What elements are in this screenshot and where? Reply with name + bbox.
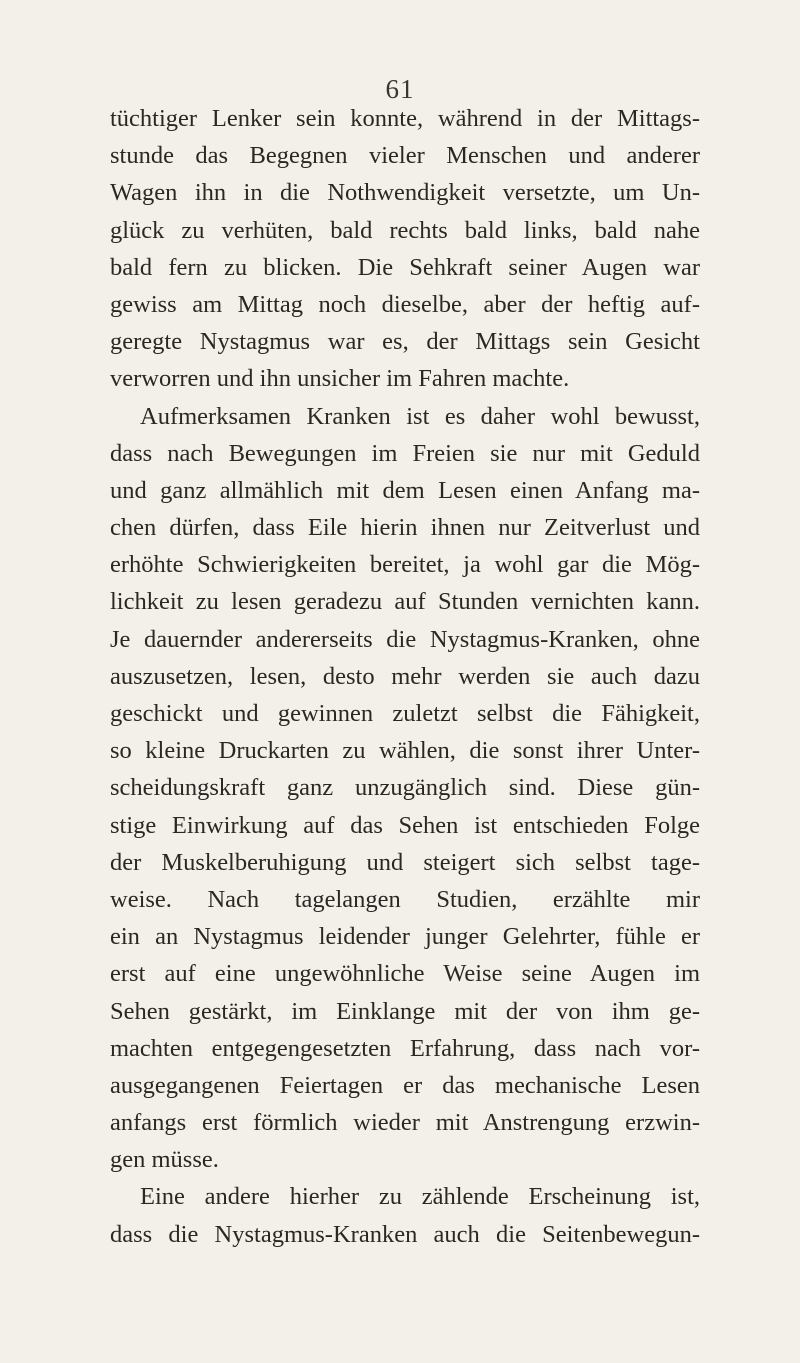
text-line: Aufmerksamen Kranken ist es daher wohl bewusst,: [140, 402, 700, 430]
body-text: [110, 100, 700, 1253]
text-line: machten entgegengesetzten Erfahrung, dass nach vor-: [110, 1034, 700, 1062]
text-line: scheidungskraft ganz unzugänglich sind. Diese gün-: [110, 774, 700, 802]
text-line: stunde das Begegnen vieler Menschen und anderer: [110, 142, 700, 170]
text-line: chen dürfen, dass Eile hierin ihnen nur Zeitverlust und: [110, 514, 700, 542]
text-line: bald fern zu blicken. Die Sehkraft seiner Augen war: [110, 253, 700, 281]
text-line: erhöhte Schwierigkeiten bereitet, ja wohl gar die Mög-: [110, 551, 700, 579]
text-line: verworren und ihn unsicher im Fahren machte.: [110, 365, 570, 393]
text-line: weise. Nach tagelangen Studien, erzählte mir: [110, 885, 700, 913]
text-line: geschickt und gewinnen zuletzt selbst die Fähigkeit,: [110, 700, 700, 727]
text-line: dass die Nystagmus-Kranken auch die Seitenbewegun-: [110, 1220, 700, 1248]
page-number: 61: [385, 74, 415, 104]
text-line: anfangs erst förmlich wieder mit Anstrengung erzwin-: [110, 1109, 700, 1137]
text-line: gen müsse.: [110, 1146, 219, 1174]
text-line: Je dauernder andererseits die Nystagmus-Kranken, ohne: [110, 625, 700, 653]
text-line: lichkeit zu lesen geradezu auf Stunden vernichten kann.: [110, 588, 700, 616]
text-line: ausgegangenen Feiertagen er das mechanische Lesen: [110, 1071, 700, 1099]
text-line: Sehen gestärkt, im Einklange mit der von ihm ge-: [110, 997, 700, 1025]
text-line: der Muskelberuhigung und steigert sich selbst tage-: [110, 848, 700, 876]
text-line: geregte Nystagmus war es, der Mittags sein Gesicht: [110, 328, 700, 356]
text-line: so kleine Druckarten zu wählen, die sonst ihrer Unter-: [110, 737, 700, 765]
text-line: und ganz allmählich mit dem Lesen einen Anfang ma-: [110, 476, 700, 504]
text-line: ein an Nystagmus leidender junger Gelehrter, fühle er: [110, 923, 700, 951]
text-line: dass nach Bewegungen im Freien sie nur mit Geduld: [110, 439, 700, 467]
text-line: stige Einwirkung auf das Sehen ist entschieden Folge: [110, 811, 700, 839]
text-line: erst auf eine ungewöhnliche Weise seine Augen im: [110, 960, 700, 988]
text-line: auszusetzen, lesen, desto mehr werden sie auch dazu: [110, 662, 700, 690]
text-line: tüchtiger Lenker sein konnte, während in der Mittags-: [110, 105, 700, 132]
text-line: glück zu verhüten, bald rechts bald links, bald nahe: [110, 216, 700, 244]
text-line: gewiss am Mittag noch dieselbe, aber der heftig auf-: [110, 290, 700, 318]
text-line: Wagen ihn in die Nothwendigkeit versetzte, um Un-: [110, 179, 700, 207]
text-line: Eine andere hierher zu zählende Erscheinung ist,: [140, 1183, 700, 1211]
